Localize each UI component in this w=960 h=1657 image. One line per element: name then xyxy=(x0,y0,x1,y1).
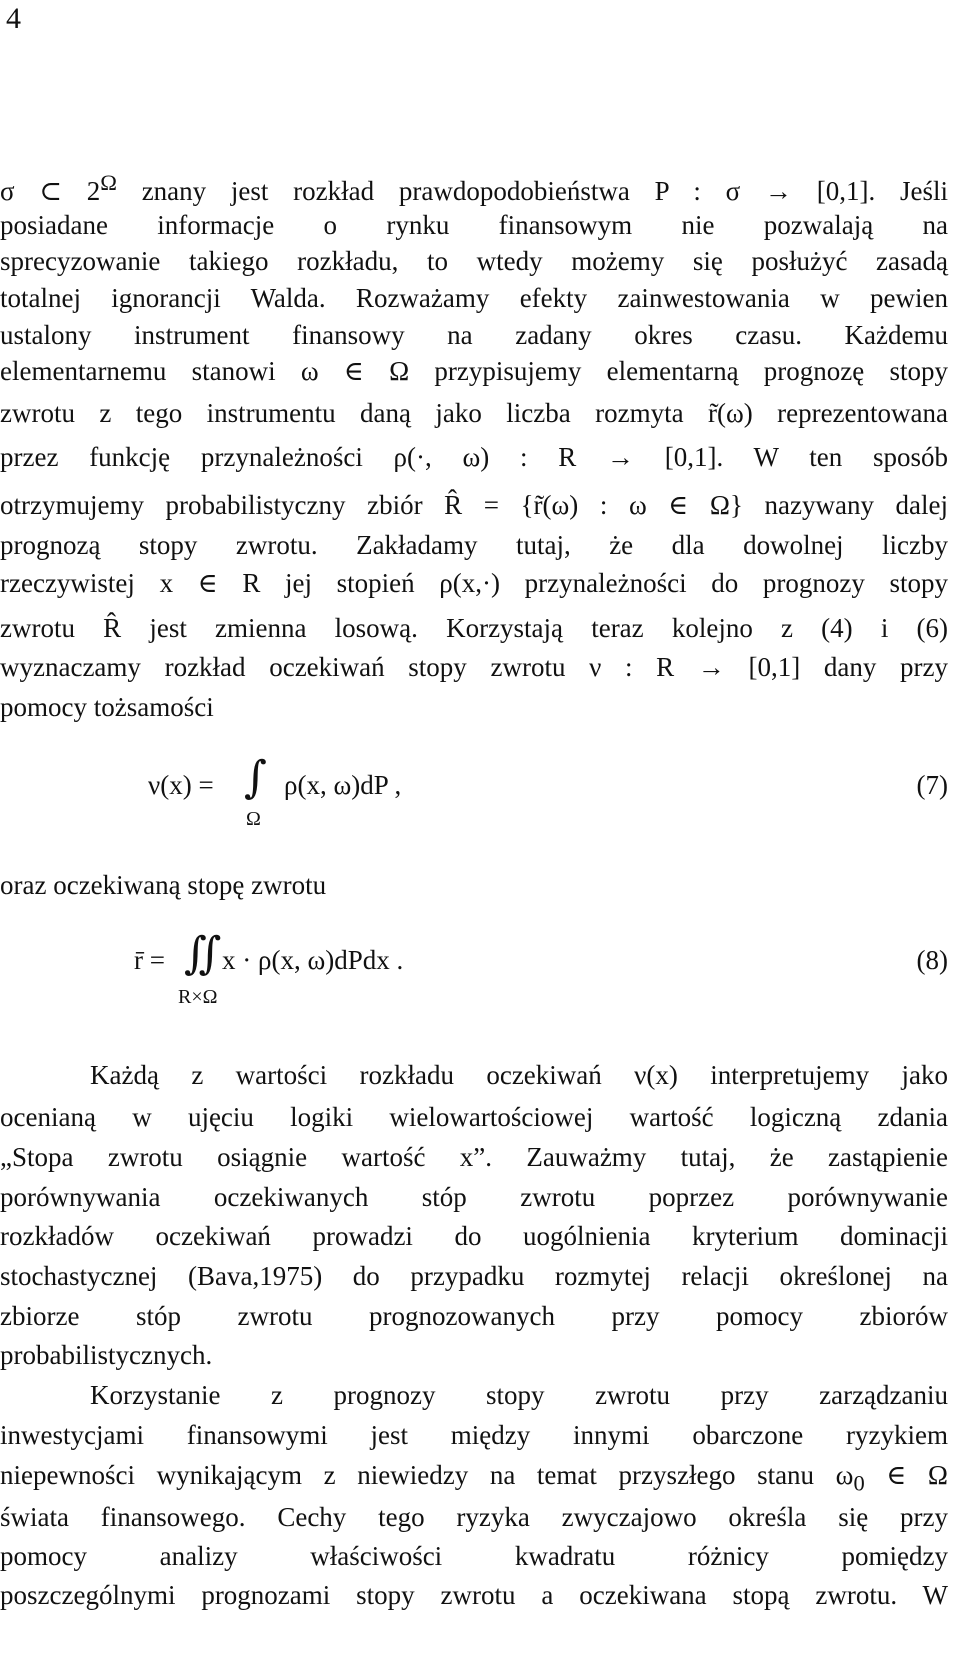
text-line: świata finansowego. Cechy tego ryzyka zwyczajowo określa się przy xyxy=(0,1502,948,1532)
text-line: rzeczywistej x ∈ R jej stopień ρ(x,·) przynależności do prognozy stopy xyxy=(0,568,948,598)
text-line: porównywania oczekiwanych stóp zwrotu poprzez porównywanie xyxy=(0,1182,948,1212)
text-line: pomocy analizy właściwości kwadratu różnicy pomiędzy xyxy=(0,1541,948,1571)
equation-7-body: ρ(x, ω)dP , xyxy=(284,770,402,800)
text-line: otrzymujemy probabilistyczny zbiór R̂ = {r̃(ω) : ω ∈ Ω} nazywany dalej xyxy=(0,490,948,520)
text-line: ustalony instrument finansowy na zadany okres czasu. Każdemu xyxy=(0,320,948,350)
double-integral-symbol: ∬ xyxy=(184,928,222,979)
text-line: inwestycjami finansowymi jest między innymi obarczone ryzykiem xyxy=(0,1420,948,1450)
text-line: rozkładów oczekiwań prowadzi do uogólnienia kryterium dominacji xyxy=(0,1221,948,1251)
text-line: oraz oczekiwaną stopę zwrotu xyxy=(0,870,327,900)
text-line: stochastycznej (Bava,1975) do przypadku rozmytej relacji określonej na xyxy=(0,1261,948,1291)
equation-8-body: x · ρ(x, ω)dPdx . xyxy=(222,945,404,975)
text-line: pomocy tożsamości xyxy=(0,692,214,722)
text-line: przez funkcję przynależności ρ(·, ω) : R → [0,1]. W ten sposób xyxy=(0,442,948,472)
text-line: elementarnemu stanowi ω ∈ Ω przypisujemy elementarną prognozę stopy xyxy=(0,356,948,386)
page-number: 4 xyxy=(6,2,21,35)
text-line: sprecyzowanie takiego rozkładu, to wtedy możemy się posłużyć zasadą xyxy=(0,246,948,276)
text-line: „Stopa zwrotu osiągnie wartość x”. Zauważmy tutaj, że zastąpienie xyxy=(0,1142,948,1172)
equation-8-lhs: r̄ = xyxy=(134,945,165,975)
equation-8-number: (8) xyxy=(916,945,948,975)
text-line: posiadane informacje o rynku finansowym nie pozwalają na xyxy=(0,210,948,240)
integral-symbol: ∫ xyxy=(244,752,267,803)
text-line: totalnej ignorancji Walda. Rozważamy efekty zainwestowania w pewien xyxy=(0,283,948,313)
text-line: zwrotu R̂ jest zmienna losową. Korzystają teraz kolejno z (4) i (6) xyxy=(0,613,948,643)
text-line: niepewności wynikającym z niewiedzy na temat przyszłego stanu $\omega_0$ ∈ Ω xyxy=(0,1460,948,1496)
text-line: ocenianą w ujęciu logiki wielowartościowej wartość logiczną zdania xyxy=(0,1102,948,1132)
text-line: zbiorze stóp zwrotu prognozowanych przy pomocy zbiorów xyxy=(0,1301,948,1331)
equation-7-lhs: ν(x) = xyxy=(148,770,214,800)
equation-7-number: (7) xyxy=(916,770,948,800)
text-line: poszczególnymi prognozami stopy zwrotu a oczekiwana stopą zwrotu. W xyxy=(0,1580,948,1610)
text-line: prognozą stopy zwrotu. Zakładamy tutaj, że dla dowolnej liczby xyxy=(0,530,948,560)
text-line: probabilistycznych. xyxy=(0,1340,213,1370)
text-line: Każdą z wartości rozkładu oczekiwań ν(x) interpretujemy jako xyxy=(90,1060,948,1090)
text-line: Korzystanie z prognozy stopy zwrotu przy zarządzaniu xyxy=(90,1380,948,1410)
integral-subscript: Ω xyxy=(246,808,261,830)
integral-subscript: R×Ω xyxy=(178,986,218,1008)
text-line: zwrotu z tego instrumentu daną jako liczba rozmyta r̃(ω) reprezentowana xyxy=(0,398,948,428)
text-line: σ ⊂ $2^\Omega$ znany jest rozkład prawdopodobieństwa P : σ → [0,1]. Jeśli xyxy=(0,170,948,206)
text-line: wyznaczamy rozkład oczekiwań stopy zwrotu ν : R → [0,1] dany przy xyxy=(0,652,948,682)
